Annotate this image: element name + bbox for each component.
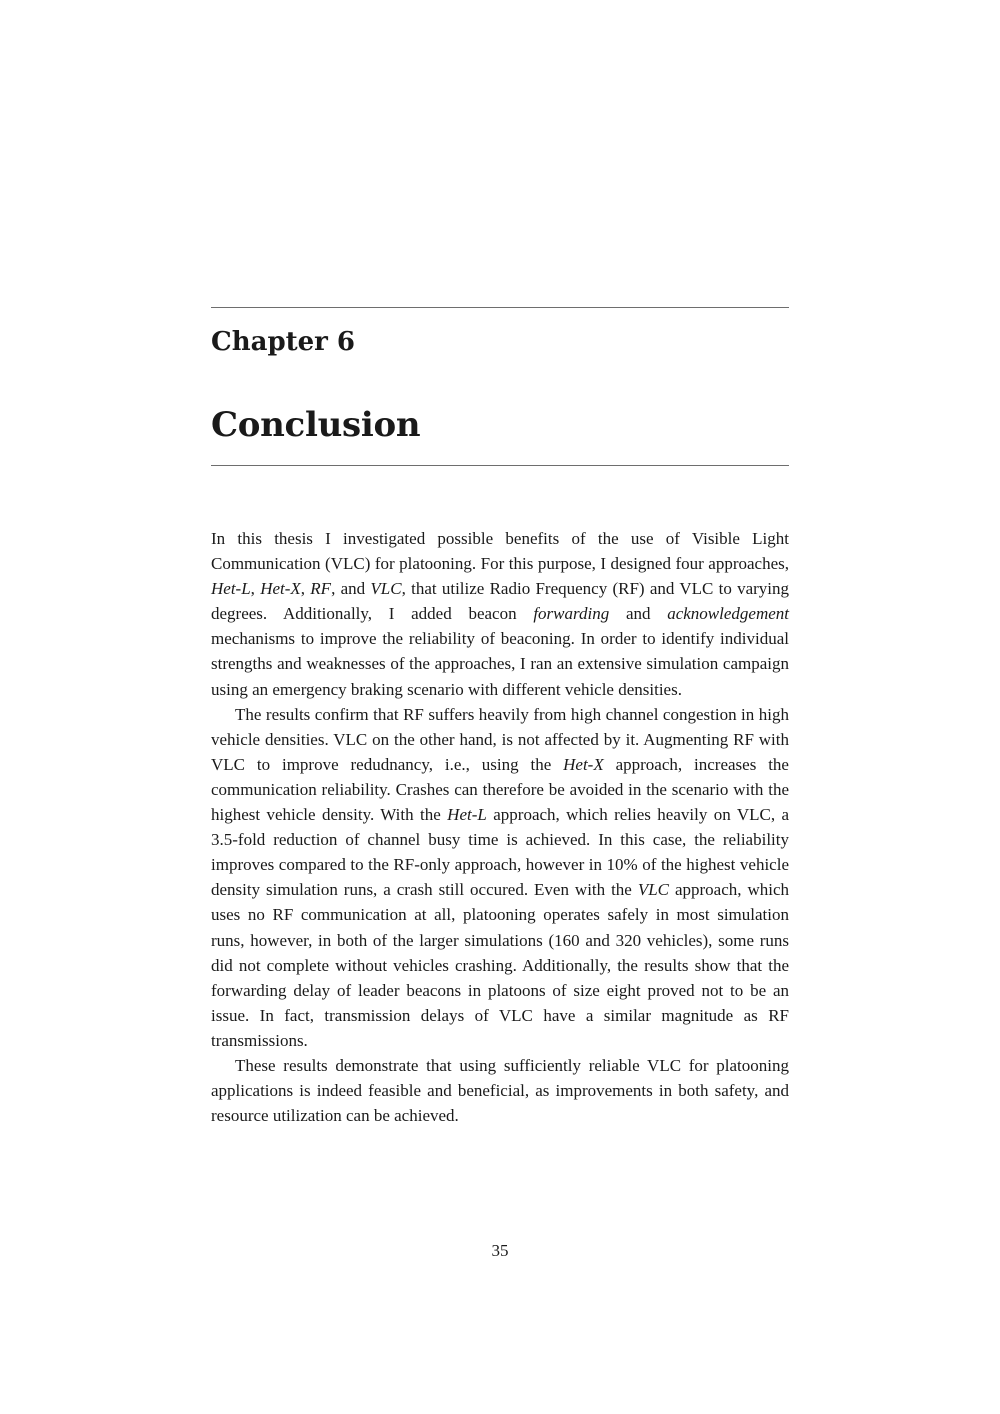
paragraph-intro bbox=[211, 526, 789, 702]
chapter-bottom-rule bbox=[211, 465, 789, 466]
conclusion-body bbox=[211, 526, 789, 1128]
italic-term: VLC bbox=[370, 579, 402, 599]
italic-term: Het-X bbox=[260, 579, 301, 599]
text-run: and bbox=[609, 604, 668, 624]
text-run: approach, increases the communication reliability. Crashes can therefore be avoided in the scenario with the highest vehicle density. With the bbox=[211, 754, 789, 825]
page-number: 35 bbox=[491, 1241, 509, 1260]
italic-term: VLC bbox=[637, 880, 669, 900]
text-run: approach, which relies heavily on VLC, a 3.5-fold reduction of channel busy time is achieved. In this case, the reliability improves compared to the RF-only approach, however in 10% of the highest vehicle density simulation runs, a crash still occured. Even with the bbox=[211, 805, 790, 900]
italic-term: forwarding bbox=[533, 604, 610, 624]
text-run: mechanisms to improve the reliability of beaconing. In order to identify individual strengths and weaknesses of the approaches, I ran an extensive simulation campaign using an emergency braking scenario with different vehicle densities. bbox=[211, 629, 789, 699]
italic-term: RF bbox=[310, 579, 332, 599]
paragraph-summary bbox=[211, 1053, 789, 1128]
text-run: , and bbox=[331, 579, 371, 599]
chapter-top-rule bbox=[211, 307, 789, 308]
text-run: These results demonstrate that using sufficiently reliable VLC for platooning applications is indeed feasible and beneficial, as improvements in both safety, and resource utilization can be achieved. bbox=[211, 1055, 789, 1126]
chapter-title: Conclusion bbox=[211, 405, 421, 445]
text-run: , bbox=[300, 579, 311, 599]
italic-term: Het-L bbox=[447, 805, 487, 825]
chapter-label: Chapter 6 bbox=[211, 327, 356, 357]
italic-term: Het-L bbox=[211, 579, 251, 599]
text-run: approach, which uses no RF communication at all, platooning operates safely in most simulation runs, however, in both of the larger simulations (160 and 320 vehicles), some runs did not complete without vehicles crashing. Additionally, the results show that the forwarding delay of leader beacons in platoons of size eight proved not to be an issue. In fact, transmission delays of VLC have a similar magnitude as RF transmissions. bbox=[211, 880, 789, 1050]
italic-term: Het-X bbox=[563, 754, 604, 774]
paragraph-results bbox=[211, 702, 789, 1053]
text-run: , bbox=[250, 579, 261, 599]
text-run: In this thesis I investigated possible benefits of the use of Visible Light Communication (VLC) for platooning. For this purpose, I designed four approaches, bbox=[211, 529, 789, 574]
text-run: , that utilize Radio Frequency (RF) and VLC to varying degrees. Additionally, I added beacon bbox=[211, 579, 790, 624]
italic-term: acknowledgement bbox=[667, 604, 790, 624]
text-run: The results confirm that RF suffers heavily from high channel congestion in high vehicle densities. VLC on the other hand, is not affected by it. Augmenting RF with VLC to improve redudnancy, i.e., using the bbox=[211, 704, 789, 774]
